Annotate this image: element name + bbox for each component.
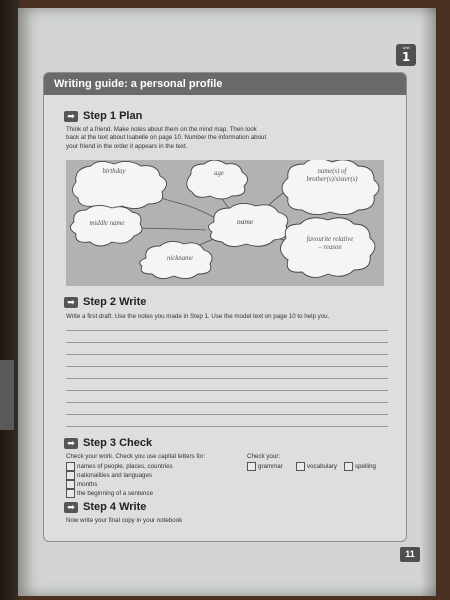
capital-item-row[interactable] [66, 462, 173, 471]
step1-instructions [66, 126, 396, 151]
writing-line[interactable] [66, 354, 388, 355]
step2-title: Step 2 Write [83, 296, 147, 308]
step1-title: Step 1 Plan [83, 110, 143, 122]
checkbox[interactable] [247, 462, 256, 471]
step3-instructions: Check your work. Check you use capital letters for: [66, 453, 206, 460]
capital-item-row[interactable] [66, 480, 97, 489]
background-left [0, 0, 20, 600]
check-grammar[interactable] [247, 462, 283, 471]
arrow-icon: ➡ [64, 297, 78, 308]
cloud-name: name [237, 217, 254, 226]
cloud-middle-name: middle name [89, 220, 125, 227]
writing-line[interactable] [66, 378, 388, 379]
mind-map [66, 160, 384, 286]
writing-line[interactable] [66, 426, 388, 427]
book-edge [0, 360, 14, 430]
check-vocabulary[interactable] [296, 462, 337, 471]
writing-line[interactable] [66, 414, 388, 415]
checkbox[interactable] [344, 462, 353, 471]
step1-line-3: your friend in the order it appears in the text. [66, 142, 188, 150]
writing-line[interactable] [66, 330, 388, 331]
arrow-icon: ➡ [64, 111, 78, 122]
check-vocabulary-label: vocabulary [307, 463, 337, 470]
checkbox[interactable] [66, 489, 75, 498]
step1-line-2: back at the text about Isabelle on page 10. Number the information about [66, 134, 267, 142]
cloud-relative-line2: – reason [318, 244, 342, 251]
writing-line[interactable] [66, 390, 388, 391]
checkbox[interactable] [66, 480, 75, 489]
capital-item-row[interactable] [66, 471, 152, 480]
step3-title: Step 3 Check [83, 437, 153, 449]
writing-line[interactable] [66, 402, 388, 403]
step1-heading [64, 110, 142, 122]
cloud-siblings-line2: brother(s)/sister(s) [306, 176, 358, 183]
check-spelling-label: spelling [355, 463, 376, 470]
check-spelling[interactable] [344, 462, 376, 471]
cloud-relative-line1: favourite relative [306, 236, 354, 243]
checkbox[interactable] [66, 462, 75, 471]
cloud-nickname: nickname [166, 255, 194, 262]
step4-heading [64, 501, 146, 513]
step4-title: Step 4 Write [83, 501, 147, 513]
cloud-siblings-line1: name(s) of [317, 168, 347, 175]
step1-line-1: Think of a friend. Make notes about them on the mind map. Then look [66, 126, 257, 133]
arrow-icon: ➡ [64, 438, 78, 449]
cloud-age: age [214, 170, 224, 177]
cloud-birthday: birthday [102, 168, 126, 175]
capital-item-label: months [77, 481, 98, 488]
checkbox[interactable] [296, 462, 305, 471]
step4-instructions: Now write your final copy in your notebook [66, 517, 183, 524]
guide-title: Writing guide: a personal profile [44, 73, 406, 95]
unit-tab [396, 44, 416, 66]
step2-instructions: Write a first draft. Use the notes you made in Step 1. Use the model text on page 10 to help you. [66, 313, 330, 320]
cloud-siblings [294, 168, 370, 184]
cloud-favourite-relative [292, 236, 368, 252]
check-your-label: Check your: [247, 453, 281, 460]
page-number: 11 [400, 547, 420, 562]
writing-line[interactable] [66, 342, 388, 343]
writing-line[interactable] [66, 366, 388, 367]
check-grammar-label: grammar [258, 463, 283, 470]
page-shadow [420, 8, 436, 596]
unit-label: Unit [402, 45, 410, 50]
writing-guide-panel [43, 72, 407, 542]
capital-item-label: names of people, places, countries [77, 463, 173, 470]
step3-heading [64, 437, 152, 449]
capital-item-label: the beginning of a sentence [77, 490, 154, 497]
capital-item-label: nationalities and languages [77, 472, 152, 479]
capital-item-row[interactable] [66, 489, 153, 498]
unit-number: 1 [401, 50, 411, 64]
checkbox[interactable] [66, 471, 75, 480]
arrow-icon: ➡ [64, 502, 78, 513]
step2-heading [64, 296, 146, 308]
